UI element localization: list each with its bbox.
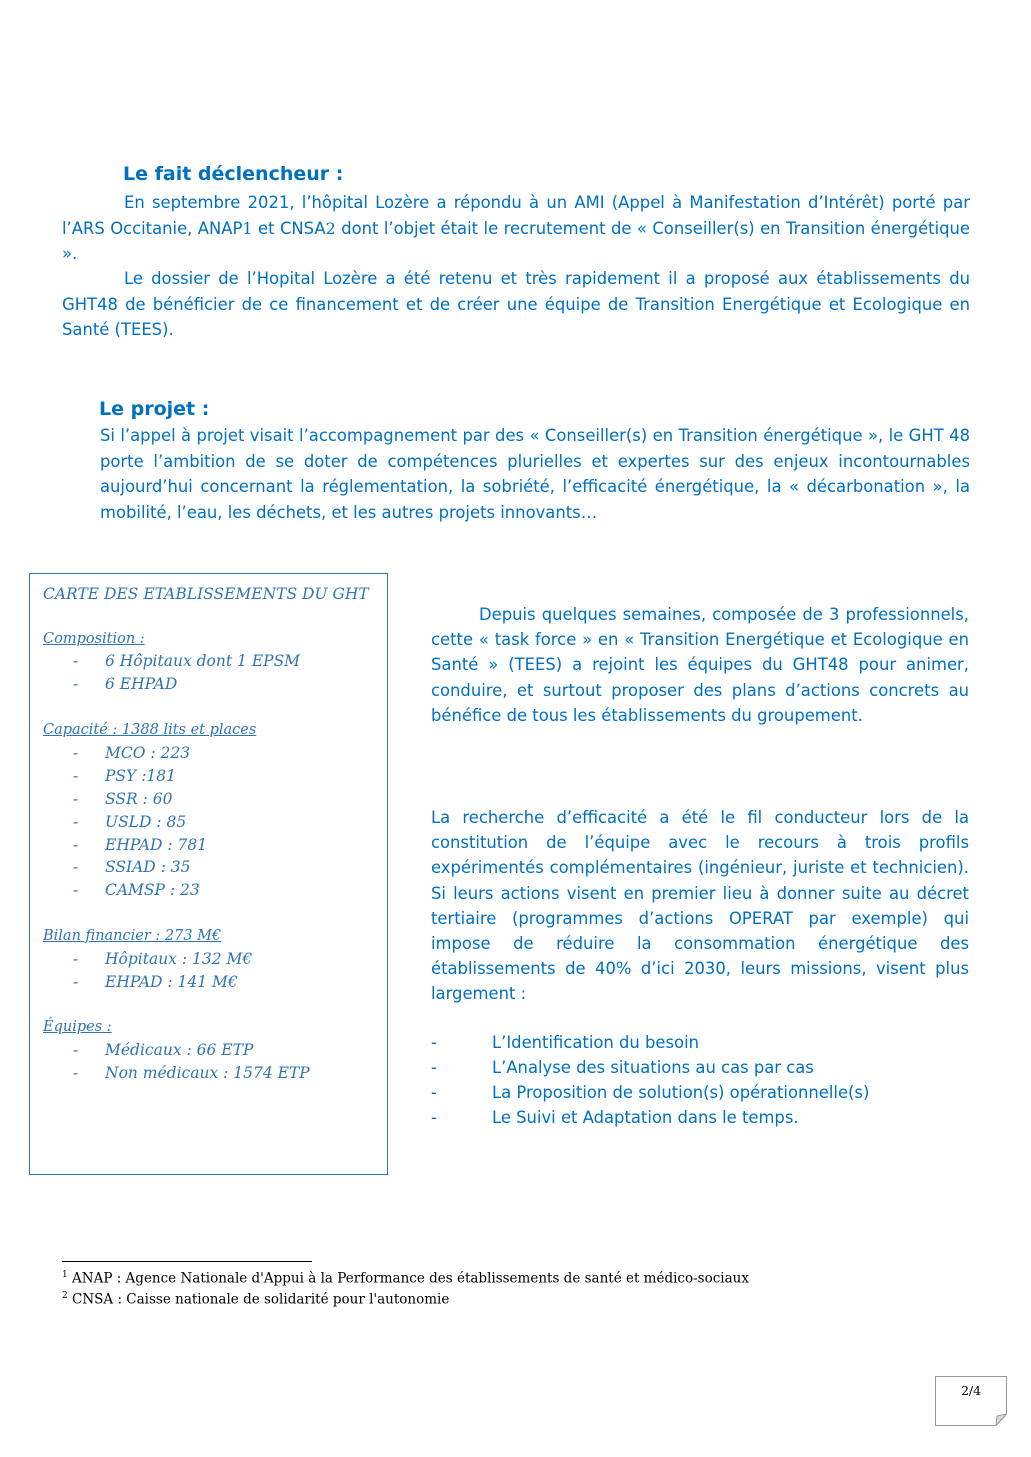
tees-paragraph-1: Depuis quelques semaines, composée de 3 professionnels, cette « task force » en « Transition Energétique et Ecologique en Santé » (TEES) a rejoint les équipes du GHT48 pour animer, conduire, et surtout proposer des plans d’actions concrets au bénéfice de tous les établissements du groupement. <box>431 605 969 725</box>
footnote-2: $^2$ CNSA : Caisse nationale de solidarité pour l'autonomie <box>62 1291 450 1308</box>
trigger-text-a: En septembre 2021, l’hôpital Lozère a répondu à un AMI (Appel à Manifestation d’Intérêt) porté par l’ARS Occitanie, ANAP <box>62 193 970 238</box>
trigger-paragraph-1 <box>62 190 970 267</box>
teams-label: Équipes : <box>43 1019 112 1035</box>
list-item: - EHPAD : 141 M€ <box>73 973 238 991</box>
tees-paragraph-2: La recherche d’efficacité a été le fil conducteur lors de la constitution de l’équipe avec le recours à trois profils expérimentés complémentaires (ingénieur, juriste et technicien). Si leurs actions visent en premier lieu à donner suite au décret tertiaire (programmes d’actions OPERAT par exemple) qui impose de réduire la consommation énergétique des établissements de 40% d’ici 2030, leurs missions, visent plus largement : <box>431 808 969 1004</box>
trigger-text-c: dont l’objet était le recrutement de « Conseiller(s) en Transition énergétique ». <box>62 218 971 263</box>
list-item: - USLD : 85 <box>73 813 187 831</box>
list-item: - PSY :181 <box>73 767 177 785</box>
page-number: 2/4 <box>960 1383 982 1398</box>
list-item: - SSIAD : 35 <box>73 858 191 876</box>
footnote-ref-1[interactable]: 1 <box>242 218 253 238</box>
list-item: - Non médicaux : 1574 ETP <box>73 1064 310 1082</box>
card-title: CARTE DES ETABLISSEMENTS DU GHT <box>43 585 369 603</box>
composition-label: Composition : <box>43 631 145 647</box>
capacity-label: Capacité : 1388 lits et places <box>43 722 257 738</box>
list-item: - CAMSP : 23 <box>73 881 200 899</box>
list-item: - 6 Hôpitaux dont 1 EPSM <box>73 652 301 670</box>
project-paragraph: Si l’appel à projet visait l’accompagnement par des « Conseiller(s) en Transition énergétique », le GHT 48 porte l’ambition de se doter de compétences plurielles et expertes sur des enjeux incontournables aujourd’hui concernant la réglementation, la sobriété, l’efficacité énergétique, la « décarbonation », la mobilité, l’eau, les déchets, et les autres projets innovants… <box>100 426 970 522</box>
list-item: - Médicaux : 66 ETP <box>73 1041 254 1059</box>
list-item: - 6 EHPAD <box>73 675 178 693</box>
mission-item: - L’Identification du besoin <box>431 1033 700 1052</box>
section-heading-trigger: Le fait déclencheur : <box>123 163 344 185</box>
list-item: - SSR : 60 <box>73 790 173 808</box>
list-item: - Hôpitaux : 132 M€ <box>73 950 253 968</box>
mission-item: - La Proposition de solution(s) opérationnelle(s) <box>431 1083 870 1102</box>
mission-item: - L’Analyse des situations au cas par cas <box>431 1058 814 1077</box>
list-item: - EHPAD : 781 <box>73 836 208 854</box>
trigger-text-b: et CNSA <box>252 218 326 238</box>
mission-item: - Le Suivi et Adaptation dans le temps. <box>431 1108 799 1127</box>
ght-establishments-card <box>29 573 388 1175</box>
footnote-ref-2[interactable]: 2 <box>325 218 336 238</box>
finance-label: Bilan financier : 273 M€ <box>43 928 222 944</box>
footnote-1: $^1$ ANAP : Agence Nationale d'Appui à la Performance des établissements de santé et médico-sociaux <box>62 1270 749 1287</box>
list-item: - MCO : 223 <box>73 744 191 762</box>
trigger-paragraph-2: Le dossier de l’Hopital Lozère a été retenu et très rapidement il a proposé aux établissements du GHT48 de bénéficier de ce financement et de créer une équipe de Transition Energétique et Ecologique en Santé (TEES). <box>62 269 970 339</box>
footnote-separator <box>62 1261 312 1262</box>
page-number-box <box>935 1376 1007 1426</box>
section-heading-project: Le projet : <box>99 398 210 420</box>
